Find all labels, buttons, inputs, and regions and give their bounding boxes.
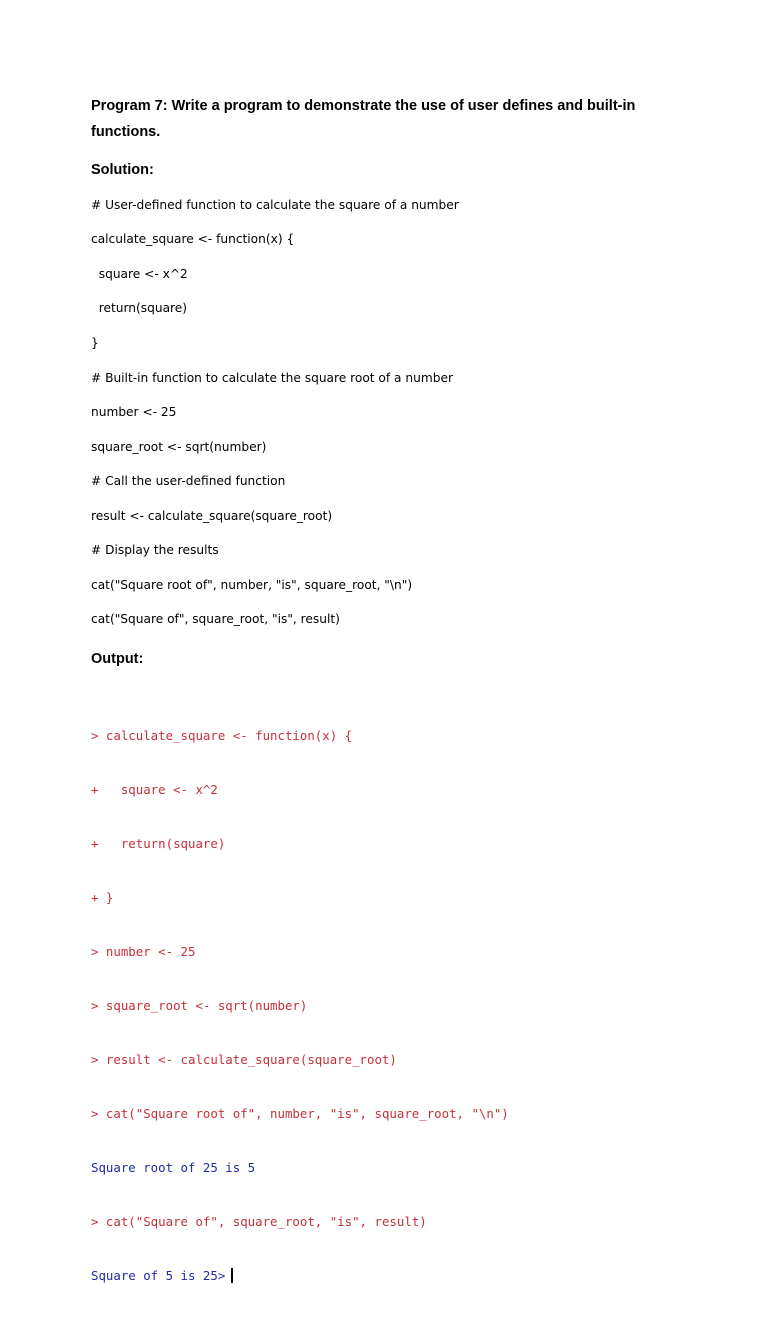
console-line bbox=[91, 997, 651, 1015]
console-input: result <- calculate_square(square_root) bbox=[98, 1052, 397, 1067]
console-trailing-prompt: > bbox=[217, 1268, 226, 1283]
console-line bbox=[91, 943, 651, 961]
console-prompt: > bbox=[91, 1214, 99, 1229]
code-line: cat("Square of", square_root, "is", result) bbox=[91, 612, 340, 626]
code-line: calculate_square <- function(x) { bbox=[91, 232, 295, 246]
console-prompt: + bbox=[91, 836, 99, 851]
text-cursor bbox=[231, 1268, 233, 1283]
console-prompt: > bbox=[91, 1052, 99, 1067]
console-input: } bbox=[98, 890, 114, 905]
solution-heading: Solution: bbox=[91, 162, 154, 178]
console-input: cat("Square root of", number, "is", square_root, "\n") bbox=[98, 1106, 509, 1121]
console-prompt: > bbox=[91, 998, 99, 1013]
code-line: return(square) bbox=[91, 301, 188, 315]
output-heading: Output: bbox=[91, 651, 144, 667]
console-output: Square of 5 is 25 bbox=[91, 1268, 218, 1283]
console-output-line bbox=[91, 1159, 651, 1177]
console-input: cat("Square of", square_root, "is", result) bbox=[98, 1214, 427, 1229]
code-comment: # Call the user-defined function bbox=[91, 474, 286, 488]
console-input: number <- 25 bbox=[98, 944, 196, 959]
console-output-line bbox=[91, 1267, 651, 1285]
console-line bbox=[91, 1051, 651, 1069]
code-comment: # Display the results bbox=[91, 543, 219, 557]
console-prompt: > bbox=[91, 728, 99, 743]
code-line: cat("Square root of", number, "is", square_root, "\n") bbox=[91, 578, 413, 592]
console-line bbox=[91, 727, 651, 745]
console-prompt: + bbox=[91, 890, 99, 905]
code-comment: # Built-in function to calculate the square root of a number bbox=[91, 371, 453, 385]
console-line bbox=[91, 889, 651, 907]
r-console-screenshot bbox=[91, 691, 651, 1321]
code-line: result <- calculate_square(square_root) bbox=[91, 509, 333, 523]
console-line bbox=[91, 835, 651, 853]
code-line: square_root <- sqrt(number) bbox=[91, 440, 267, 454]
console-line bbox=[91, 1213, 651, 1231]
console-output: Square root of 25 is 5 bbox=[91, 1160, 256, 1175]
console-input: square_root <- sqrt(number) bbox=[98, 998, 308, 1013]
console-prompt: > bbox=[91, 1106, 99, 1121]
code-comment: # User-defined function to calculate the square of a number bbox=[91, 198, 459, 212]
console-line bbox=[91, 781, 651, 799]
console-prompt: + bbox=[91, 782, 99, 797]
program-title: Program 7: Write a program to demonstrate the use of user defines and built-in functions. bbox=[91, 98, 636, 140]
console-line bbox=[91, 1105, 651, 1123]
console-input: square <- x^2 bbox=[98, 782, 218, 797]
console-input: return(square) bbox=[98, 836, 226, 851]
code-line: square <- x^2 bbox=[91, 267, 188, 281]
code-line: } bbox=[91, 336, 99, 350]
console-input: calculate_square <- function(x) { bbox=[98, 728, 353, 743]
console-prompt: > bbox=[91, 944, 99, 959]
code-line: number <- 25 bbox=[91, 405, 177, 419]
